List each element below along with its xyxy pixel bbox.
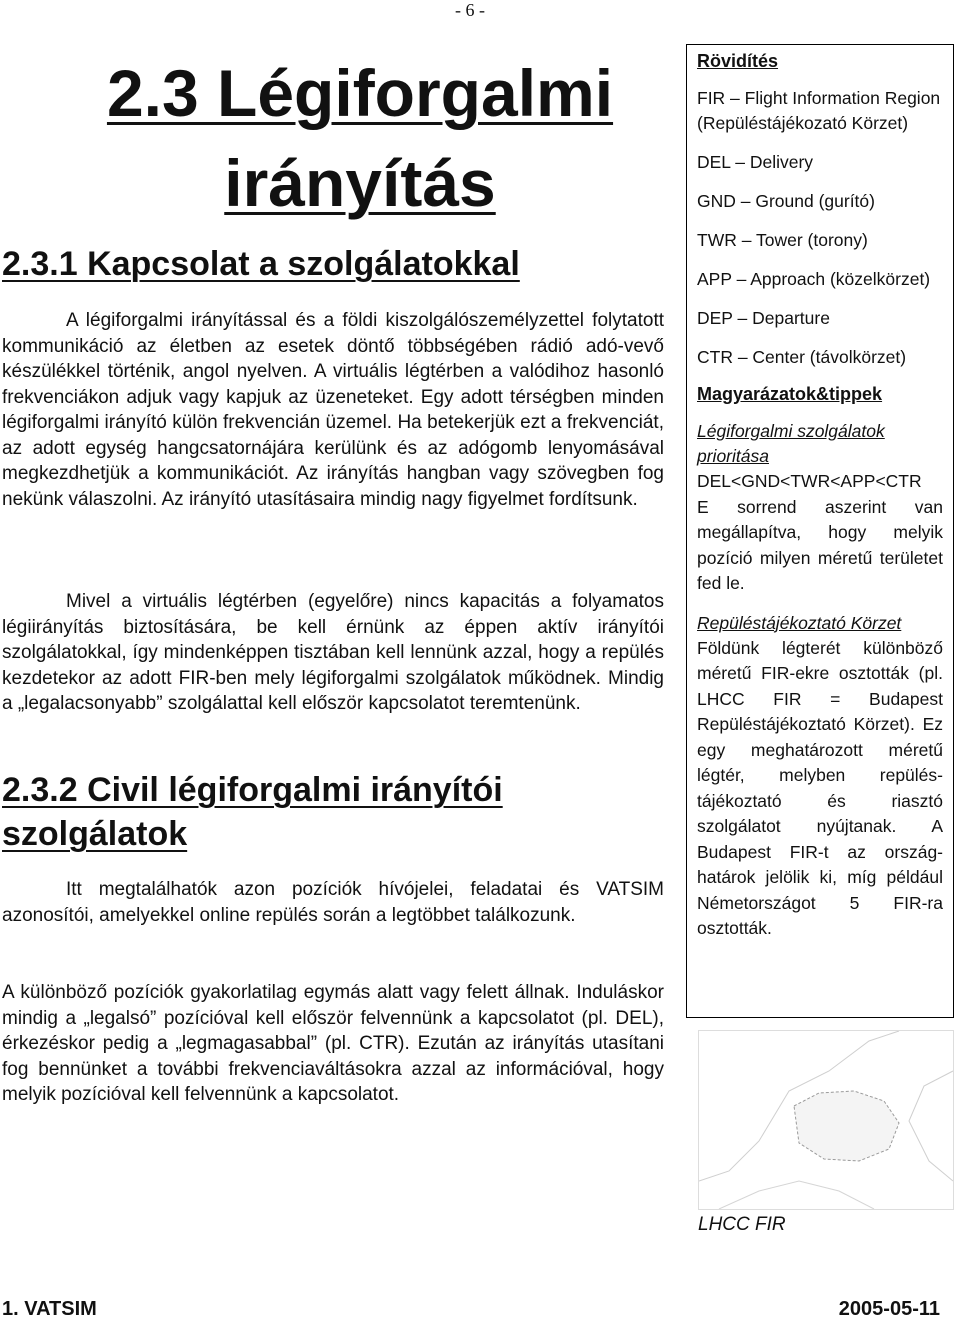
tip2-text: Földünk légterét különböző méretű FIR-ekre osztották (pl. LHCC FIR = Budapest Repüléstájékoztató Körzet). Ez egy meghatározott méretű légtér, melyben repülés-tájékoztató és riasztó szolgálatot nyújtanak. A Budapest FIR-t az ország-határok jelölik ki, míg például Németországot 5 FIR-ra osztották.: [697, 637, 943, 938]
fir-map: [698, 1030, 954, 1210]
tip2-title: Repüléstájékoztató Körzet: [697, 612, 902, 633]
footer-right: 2005-05-11: [838, 1298, 940, 1320]
page-number: - 6 -: [455, 0, 485, 20]
abbr-del: DEL – Delivery: [697, 152, 814, 172]
abbr-gnd: GND – Ground (gurító): [697, 191, 875, 211]
paragraph-1: A légiforgalmi irányítással és a földi kiszolgálószemélyzettel folytatott kommunikáció az életben az esetek döntő többségében rádió adó-vevő készülékkel történik, angol nyelven. A virtuális légtérben a valódihoz hasonló frekvenciákon adjuk vagy kapjuk az üzeneteket. Egy adott térségben minden légiforgalmi irányító külön frekvencián üzemel. Ha betekerjük ezt a frekvenciát, az adott egység hangcsatornájára kerülünk és az adógomb lenyomásával megkezdhetjük a kommunikációt. Az irányítás hangban vagy szövegben fog nekünk válaszolni. Az irányító utasításaira mindig nagy figyelmet fordítsunk.: [2, 310, 664, 510]
paragraph-2: Mivel a virtuális légtérben (egyelőre) nincs kapacitás a folyamatos légiirányítás biztosítására, be kell érnünk az éppen aktív irányítói szolgálatokkal, így mindenképpen tisztában kell lennünk azzal, hogy a repülés kezdetekor az adott FIR-ben mely légiforgalmi szolgálatok működnek. Mindig a „legalacsonyabb” szolgálattal kell először kapcsolatot teremtenünk.: [2, 591, 664, 714]
sidebar-box: [686, 44, 954, 1018]
abbr-ctr: CTR – Center (távolkörzet): [697, 347, 907, 367]
section-heading-1: [2, 242, 672, 286]
paragraph-3: Itt megtalálhatók azon pozíciók hívójelei, feladatai és VATSIM azonosítói, amelyekkel online repülés során a legtöbbet találkozunk.: [2, 879, 664, 926]
tip1-text: E sorrend aszerint van megállapítva, hogy melyik pozíció milyen méretű területet fed le.: [697, 496, 943, 593]
tip1-order: DEL<GND<TWR<APP<CTR: [697, 471, 922, 491]
section-heading-2: [2, 768, 672, 856]
tips-title: Magyarázatok&tippek: [697, 384, 883, 404]
abbr-twr: TWR – Tower (torony): [697, 230, 868, 250]
section-heading-2-text: 2.3.2 Civil légiforgalmi irányítói szolgálatok: [2, 771, 503, 853]
abbr-fir: FIR – Flight Information Region (Repüléstájékozató Körzet): [697, 88, 941, 133]
tip1-title: Légiforgalmi szolgálatok prioritása: [697, 421, 885, 466]
abbr-app: APP – Approach (közelkörzet): [697, 269, 931, 289]
abbr-dep: DEP – Departure: [697, 308, 830, 328]
abbreviations-title: Rövidítés: [697, 51, 779, 71]
chapter-heading: [60, 48, 660, 228]
fir-map-drawing: [699, 1031, 953, 1209]
section-heading-1-text: 2.3.1 Kapcsolat a szolgálatokkal: [2, 245, 520, 283]
footer-left: 1. VATSIM: [2, 1298, 97, 1320]
map-caption: LHCC FIR: [698, 1214, 786, 1235]
paragraph-4: A különböző pozíciók gyakorlatilag egymás alatt vagy felett állnak. Induláskor mindig a „legalsó” pozícióval kell először felvennünk a kapcsolatot (pl. DEL), érkezéskor pedig a „legmagasabbal” (pl. CTR). Ezután az irányítás utasítani fog bennünket a további frekvenciaváltásokra azzal az információval, hogy melyik pozícióval kell felvennünk a kapcsolatot.: [2, 982, 664, 1105]
chapter-heading-text: 2.3 Légiforgalmi irányítás: [106, 56, 614, 220]
